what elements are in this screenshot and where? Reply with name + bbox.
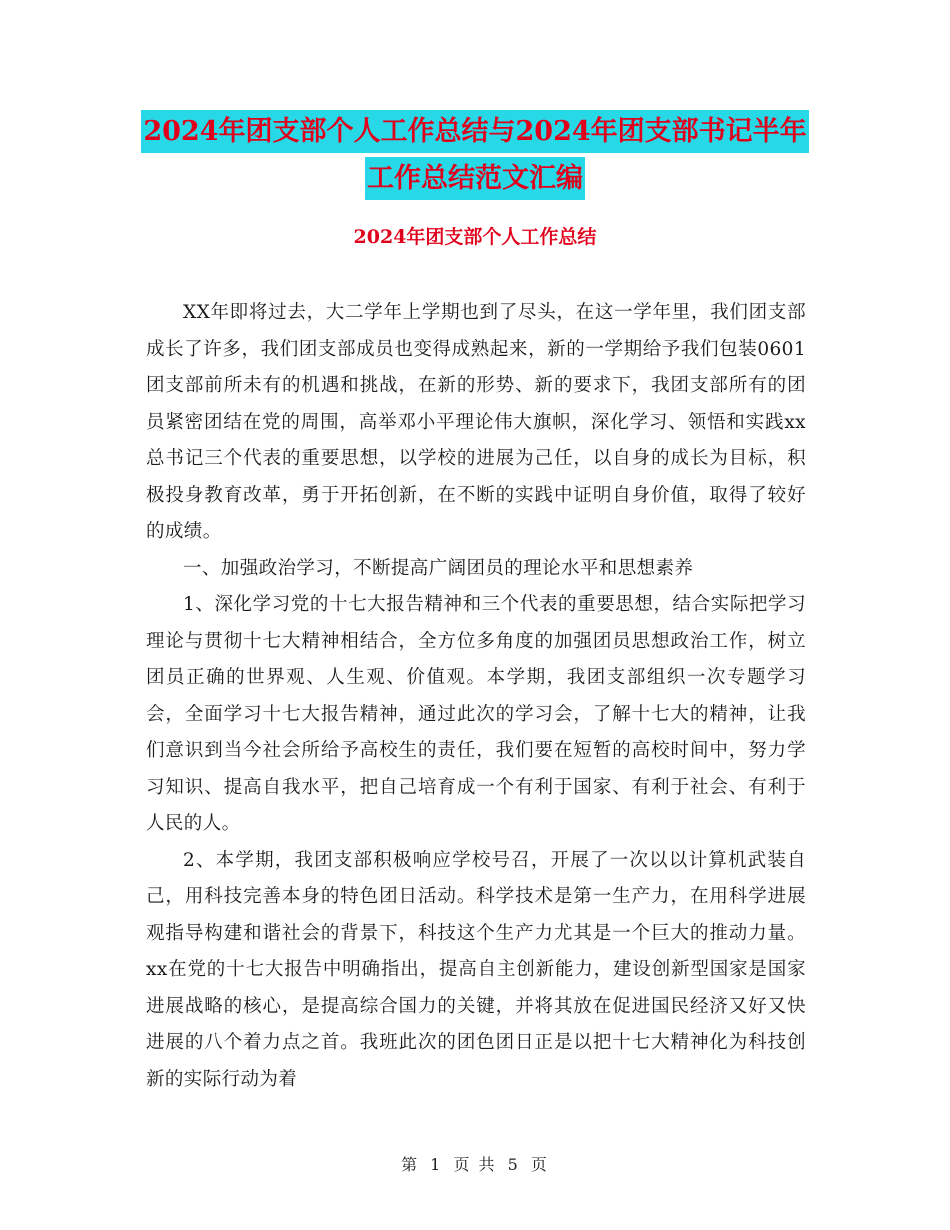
footer-suffix: 页 xyxy=(530,1155,549,1174)
title-line-1: 2024年团支部个人工作总结与2024年团支部书记半年 xyxy=(141,110,808,153)
footer-prefix: 第 xyxy=(401,1155,420,1174)
footer-total-pages: 5 xyxy=(507,1155,520,1174)
footer-middle: 页 共 xyxy=(453,1155,497,1174)
paragraph-item-1: 1、深化学习党的十七大报告精神和三个代表的重要思想，结合实际把学习理论与贯彻十七大精神相结合，全方位多角度的加强团员思想政治工作，树立团员正确的世界观、人生观、价值观。本学期，我团支部组织一次专题学习会，全面学习十七大报告精神，通过此次的学习会，了解十七大的精神，让我们意识到当今社会所给予高校生的责任，我们要在短暂的高校时间中，努力学习知识、提高自我水平，把自己培育成一个有利于国家、有利于社会、有利于人民的人。 xyxy=(146,594,806,834)
title-line-2: 工作总结范文汇编 xyxy=(365,157,585,200)
document-title xyxy=(0,110,950,200)
section-title: 2024年团支部个人工作总结 xyxy=(353,226,597,248)
footer-page-number: 1 xyxy=(430,1155,443,1174)
body-text xyxy=(146,295,806,1098)
paragraph-item-2: 2、本学期，我团支部积极响应学校号召，开展了一次以以计算机武装自己，用科技完善本身的特色团日活动。科学技术是第一生产力，在用科学进展观指导构建和谐社会的背景下，科技这个生产力尤其是一个巨大的推动力量。xx在党的十七大报告中明确指出，提高自主创新能力，建设创新型国家是国家进展战略的核心，是提高综合国力的关键，并将其放在促进国民经济又好又快进展的八个着力点之首。我班此次的团色团日正是以把十七大精神化为科技创新的实际行动为着 xyxy=(146,849,806,1090)
paragraph-intro: XX年即将过去，大二学年上学期也到了尽头，在这一学年里，我们团支部成长了许多，我们团支部成员也变得成熟起来，新的一学期给予我们包装0601团支部前所未有的机遇和挑战，在新的形势、新的要求下，我团支部所有的团员紧密团结在党的周围，高举邓小平理论伟大旗帜，深化学习、领悟和实践xx总书记三个代表的重要思想，以学校的进展为己任，以自身的成长为目标，积极投身教育改革，勇于开拓创新，在不断的实践中证明自身价值，取得了较好的成绩。 xyxy=(146,302,806,542)
page-footer xyxy=(0,1153,950,1177)
paragraph-heading-1: 一、加强政治学习，不断提高广阔团员的理论水平和思想素养 xyxy=(183,557,694,579)
